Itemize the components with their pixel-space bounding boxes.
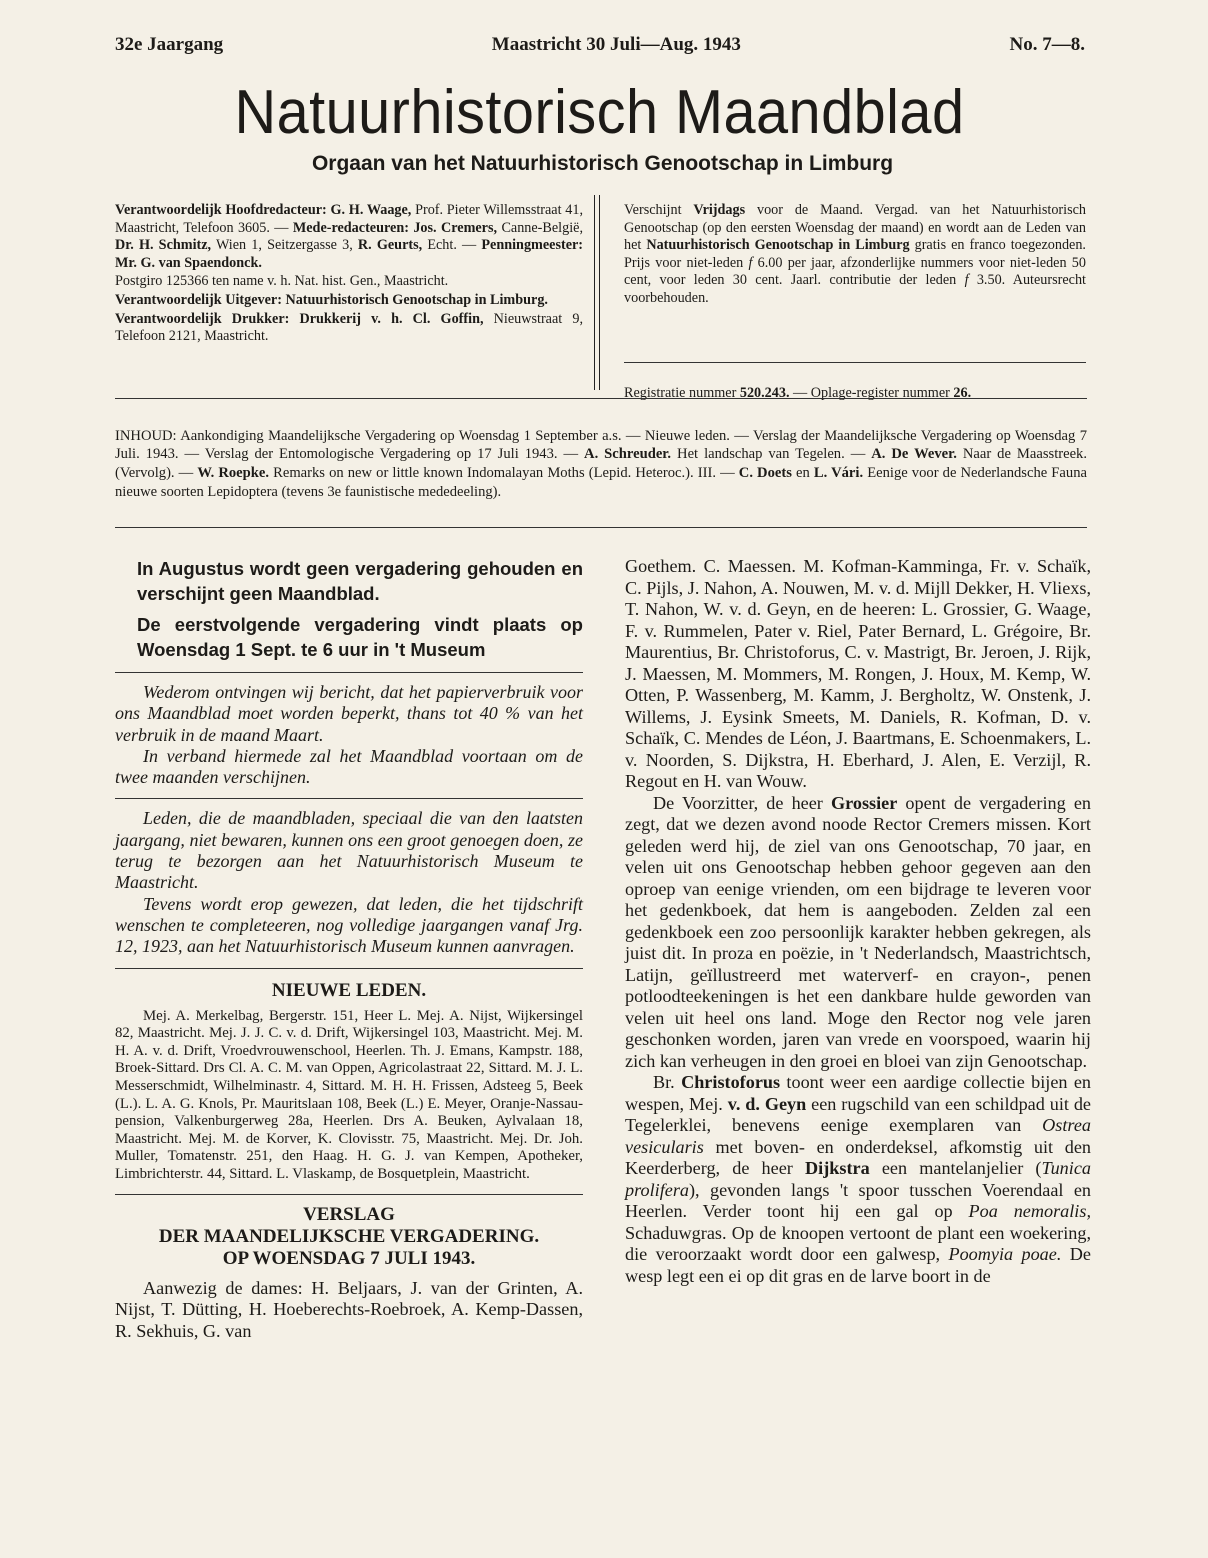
paragraph: Wederom ontvingen wij bericht, dat het papierverbruik voor ons Maandblad moet worden beperkt, thans tot 40 % van het verbruik in de maand Maart.: [115, 682, 583, 745]
text: De wesp legt een ei op dit gras en de larve boort in de: [625, 1244, 1091, 1286]
colophon-right: [624, 202, 1086, 308]
paragraph: [625, 793, 1091, 1073]
text: voor de Maand. Vergad. van het Natuurhistorisch Genootschap (op den eersten Woensdag der maand) en wordt aan de Leden van het: [624, 202, 1086, 254]
bold-text: Verantwoordelijk Uitgever: Natuurhistorisch Genootschap in Limburg.: [115, 291, 548, 308]
column-divider: [594, 195, 600, 390]
text: opent de vergadering en zegt, dat we dezen avond noode Rector Cremers missen. Kort geleden werd hij, de ziel van ons Genootschap, 70 jaar, en velen uit ons Genootschap hebben gehoor gegeven aan den oproep van eenige vrienden, om een bijdrage te leveren voor het gedenkboek, dat hem is aangeboden. Zelden zal een gedenkboek een zoo persoonlijk karakter hebben gekregen, als juist dit. In proza en poëzie, in 't Nederlandsch, Maastrichtsch, Latijn, geïllustreerd met waterverf- en crayon-, penen potloodteekeningen is het een dankbare hulde geworden van velen uit heel ons land. Moge den Rector nog vele jaren geschonken worden, jaren van vrede en voorspoed, waarin hij zich kan verheugen in den groei en bloei van zijn Genootschap.: [625, 792, 1091, 1071]
paragraph: [625, 556, 1091, 793]
paragraph: Leden, die de maandbladen, speciaal die van den laatsten jaargang, niet bewaren, kunnen ons een groot genoegen doen, ze terug te bezorgen aan het Natuurhistorisch Museum te Maastricht.: [115, 808, 583, 893]
masthead-subtitle: Orgaan van het Natuurhistorisch Genootschap in Limburg: [311, 152, 894, 175]
italic-text: Tunica prolifera: [625, 1158, 1091, 1200]
bold-text: Dijkstra: [805, 1158, 870, 1178]
paper-notice: [115, 672, 583, 788]
bold-text: A. Schreuder.: [584, 446, 672, 463]
text: — Oplage-register nummer: [789, 385, 954, 402]
paragraph: [115, 311, 583, 346]
bold-text: v. d. Geyn: [727, 1093, 807, 1114]
paragraph: [624, 385, 1086, 402]
text: Canne-België,: [497, 219, 583, 236]
bold-text: Mede-redacteuren: Jos. Cremers,: [292, 219, 498, 236]
text: met boven- en onderdeksel, afkomstig uit den Keerderberg, de heer: [625, 1136, 1091, 1178]
text: gratis en franco toegezonden. Prijs voor niet-leden: [624, 237, 1086, 271]
bold-text: W. Roepke.: [197, 465, 270, 482]
italic-text: f: [964, 272, 969, 289]
text: Het landschap van Tegelen. —: [671, 446, 872, 463]
bold-text: Verantwoordelijk Drukker: Drukkerij v. h. Cl. Goffin,: [115, 310, 484, 327]
bold-text: Vrijdags: [693, 202, 746, 218]
new-members-list: Mej. A. Merkelbag, Bergerstr. 151, Heer L. Mej. A. Nijst, Wijkersingel 82, Maastricht. Mej. J. J. C. v. d. Drift, Wijkersingel 103, Maastricht. Mej. M. H. A. v. d. Drift, Vroedvrouwenschool, Heerlen. Th. J. Emans, Kampstr. 188, Broek-Sittard. Drs Cl. A. C. M. van Oppen, Agricolastraat 22, Sittard. M. J. L. Messerschmidt, Wilhelminastr. 4, Sittard. M. H. H. Frissen, Adsteeg 5, Beek (L.). L. A. G. Knols, Pr. Mauritslaan 108, Beek (L.) E. Meyer, Oranje-Nassau-pension, Valkenburgerweg 28a, Heerlen. Drs A. Beuken, Aylvalaan 18, Maastricht. Mej. M. de Korver, K. Clovisstr. 75, Maastricht. Mej. Dr. Joh. Muller, Tomatenstr. 251, den Haag. H. G. J. van Kempen, Apotheker, Limbrichterstr. 44, Sittard. L. Vlaskamp, de Bosquetplein, Maastricht.: [115, 1007, 583, 1182]
bold-text: Grossier: [830, 792, 898, 813]
right-column: [625, 556, 1091, 1287]
announcement-no-meeting: In Augustus wordt geen vergadering gehouden en verschijnt geen Maandblad.: [137, 558, 583, 604]
paragraph: [115, 292, 583, 310]
text: toont weer een aardige collectie bijen en wespen, Mej.: [625, 1072, 1091, 1114]
bold-text: L. Vári.: [813, 465, 864, 482]
bold-text: R. Geurts,: [357, 237, 423, 254]
bold-text: C. Doets: [738, 465, 792, 482]
bold-text: Verantwoordelijk Hoofdredacteur: G. H. Waage,: [115, 202, 412, 218]
text: Eenige voor de Nederlandsche Fauna nieuwe soorten Lepidoptera (tevens 3e faunistische mededeeling).: [115, 465, 1087, 500]
left-column: [115, 556, 583, 1342]
masthead-title: Natuurhistorisch Maandblad: [234, 78, 965, 147]
text: Br.: [653, 1072, 682, 1092]
text: 3.50. Auteursrecht voorbehouden.: [624, 272, 1086, 306]
paragraph: [115, 427, 1087, 502]
volume-label: 32e Jaargang: [115, 34, 224, 55]
bold-text: Natuurhistorisch Genootschap in Limburg: [646, 237, 910, 254]
members-notice: [115, 798, 583, 957]
text: De Voorzitter, de heer: [653, 792, 831, 813]
section-heading: OP WOENSDAG 7 JULI 1943.: [222, 1247, 476, 1269]
text: INHOUD: Aankondiging Maandelijksche Vergadering op Woensdag 1 September a.s. — Nieuwe leden. — Verslag der Maandelijksche Vergadering op Woensdag 7 Juli. 1943. — Verslag der Entomologische Vergadering op 17 Juli 1943. —: [115, 427, 1087, 463]
bold-text: Penningmeester: Mr. G. van Spaendonck.: [115, 237, 584, 271]
bold-text: A. De Wever.: [871, 446, 957, 463]
text: Echt. —: [422, 237, 482, 254]
section-heading: VERSLAG: [303, 1203, 395, 1225]
text: Verschijnt: [624, 202, 694, 218]
paragraph: [115, 202, 583, 272]
text: Wien 1, Seitzergasse 3,: [211, 237, 358, 254]
table-of-contents: [115, 412, 1087, 516]
colophon-left: [115, 202, 583, 347]
registration-line: [624, 362, 1086, 416]
text: een mantelanjelier (: [869, 1158, 1042, 1178]
italic-text: Poa nemoralis,: [968, 1201, 1091, 1221]
text: een rugschild van een schildpad uit de Tegelerklei, benevens eenige exemplaren van: [625, 1093, 1091, 1135]
divider: [115, 527, 1087, 528]
bold-text: 26.: [953, 385, 972, 402]
section-heading: DER MAANDELIJKSCHE VERGADERING.: [158, 1225, 540, 1247]
text: 6.00 per jaar, afzonderlijke nummers voor niet-leden 50 cent, voor leden 30 cent. Jaarl. contributie der leden: [624, 254, 1086, 289]
bold-text: Christoforus: [681, 1072, 781, 1092]
text: en: [791, 465, 814, 482]
running-header: [115, 34, 1085, 56]
paragraph: [624, 202, 1086, 308]
paragraph: [115, 273, 583, 291]
text: Remarks on new or little known Indomalayan Moths (Lepid. Heteroc.). III. —: [269, 465, 739, 482]
paragraph: Tevens wordt erop gewezen, dat leden, die het tijdschrift wenschen te completeeren, nog volledige jaargangen vanaf Jrg. 12, 1923, aan het Natuurhistorisch Museum kunnen aanvragen.: [115, 893, 583, 957]
date-place: Maastricht 30 Juli—Aug. 1943: [491, 34, 741, 55]
text: Nieuwstraat 9, Telefoon 2121, Maastricht.: [115, 310, 583, 345]
issue-number: No. 7—8.: [1009, 34, 1085, 55]
divider: [115, 398, 1087, 399]
report-section: [115, 1194, 583, 1343]
text: Goethem. C. Maessen. M. Kofman-Kamminga, Fr. v. Schaïk, C. Pijls, J. Nahon, A. Nouwen, M. v. d. Mijll Dekker, H. Vliexs, T. Nahon, W. v. d. Geyn, en de heeren: L. Grossier, G. Waage, F. v. Rummelen, Pater v. Riel, Pater Bernard, L. Grégoire, Br. Maurentius, Br. Christoforus, C. v. Mastrigt, Br. Jeroen, J. Rijk, J. Maessen, M. Mommers, M. Rongen, J. Houx, M. Kemp, W. Otten, P. Wassenberg, M. Kamm, J. Bergholtz, W. Onstenk, J. Willems, J. Eysink Smeets, M. Daniels, R. Kofman, D. v. Schaïk, C. Mendes de Léon, J. Baartmans, E. Schoenmakers, L. v. Noorden, S. Dijkstra, H. Eberhard, J. Alen, E. Verzijl, R. Regout en H. van Wouw.: [625, 556, 1091, 791]
text: Postgiro 125366 ten name v. h. Nat. hist. Gen., Maastricht.: [115, 273, 449, 290]
bold-text: Dr. H. Schmitz,: [115, 237, 212, 254]
paragraph: In verband hiermede zal het Maandblad voortaan om de twee maanden verschijnen.: [115, 745, 583, 788]
italic-text: f: [748, 254, 753, 271]
paragraph: [625, 1072, 1091, 1287]
attendance-paragraph: Aanwezig de dames: H. Beljaars, J. van der Grinten, A. Nijst, T. Dütting, H. Hoeberechts-Roebroek, A. Kemp-Dassen, R. Sekhuis, G. van: [115, 1277, 583, 1341]
text: Registratie nummer: [624, 385, 740, 402]
bold-text: 520.243.: [739, 385, 790, 402]
text: Naar de Maasstreek. (Vervolg). —: [115, 446, 1088, 482]
announcement-next-meeting: De eerstvolgende vergadering vindt plaats op Woensdag 1 Sept. te 6 uur in 't Museum: [137, 614, 583, 660]
italic-text: Ostrea vesicularis: [625, 1115, 1091, 1157]
section-heading: NIEUWE LEDEN.: [271, 979, 427, 1001]
italic-text: Poomyia poae.: [948, 1244, 1062, 1264]
new-members-section: [115, 968, 583, 1184]
text: Schaduwgras. Op de knoopen vertoont de plant een woekering, die veroorzaakt wordt door een galwesp,: [625, 1222, 1091, 1264]
text: Prof. Pieter Willemsstraat 41, Maastricht, Telefoon 3605. —: [115, 202, 583, 236]
text: ), gevonden langs 't spoor tusschen Voerendaal en Heerlen. Verder toont hij een gal op: [625, 1179, 1091, 1221]
